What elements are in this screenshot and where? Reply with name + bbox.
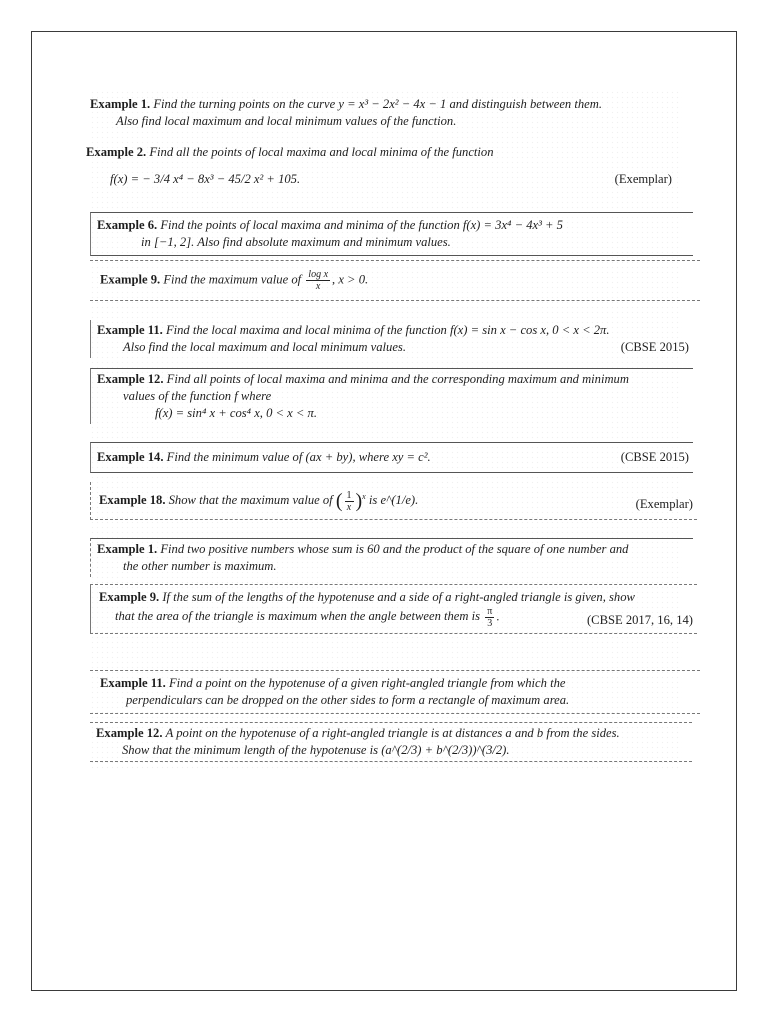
example-block [90, 538, 693, 577]
example-block: Example 9. If the sum of the lengths of the hypotenuse and a side of a right-angled triangle is given, show that the area of the triangle is maximum when the angle between them is $\frac{\pi}{3}$ . (CBSE 2017, 16, 14) [90, 584, 697, 634]
example-text: the other number is maximum. [123, 559, 277, 573]
example-text: Find the local maxima and local minima of the function f(x) = sin x − cos x, 0 < x < 2π. [165, 323, 610, 337]
source-tag: (CBSE 2015) [620, 450, 689, 464]
example-label: Example 11. [97, 323, 163, 337]
example-block [86, 144, 676, 188]
example-text: Find a point on the hypotenuse of a given right-angled triangle from which the [168, 676, 566, 690]
example-text: A point on the hypotenuse of a right-angled triangle is at distances a and b from the sides. [165, 726, 620, 740]
example-block [90, 368, 693, 424]
example-text: Find the maximum value of [163, 272, 302, 287]
example-block [90, 320, 693, 358]
example-text: Also find the local maximum and local minimum values. [123, 340, 406, 354]
fraction: $\frac{\pi}{3}$ [487, 606, 493, 629]
example-text: perpendiculars can be dropped on the other sides to form a rectangle of maximum area. [126, 693, 570, 707]
example-text: If the sum of the lengths of the hypotenuse and a side of a right-angled triangle is given, show [162, 590, 635, 604]
example-block [90, 722, 692, 762]
example-block [90, 670, 700, 714]
example-text: Also find local maximum and local minimum values of the function. [116, 114, 457, 128]
example-block [90, 212, 693, 256]
example-label: Example 9. [100, 272, 161, 287]
example-label: Example 12. [96, 726, 163, 740]
example-text: Find all points of local maxima and minima and the corresponding maximum and minimum [166, 372, 629, 386]
example-label: Example 11. [100, 676, 166, 690]
example-text: in [−1, 2]. Also find absolute maximum and minimum values. [141, 235, 451, 249]
example-label: Example 6. [97, 218, 158, 232]
example-text: Find all the points of local maxima and local minima of the function [149, 145, 494, 159]
example-block [90, 442, 693, 473]
example-label: Example 9. [99, 590, 160, 604]
example-label: Example 2. [86, 145, 147, 159]
example-label: Example 12. [97, 372, 164, 386]
example-text: Show that the minimum length of the hypotenuse is (a^(2/3) + b^(2/3))^(3/2). [122, 743, 510, 757]
example-label: Example 14. [97, 450, 164, 464]
example-text: values of the function f where [123, 389, 272, 403]
example-text: Find the minimum value of (ax + by), where xy = c². [166, 450, 431, 464]
example-text: Show that the maximum value of [168, 493, 333, 508]
example-text: Find the points of local maxima and minima of the function f(x) = 3x⁴ − 4x³ + 5 [160, 218, 563, 232]
example-text: f(x) = sin⁴ x + cos⁴ x, 0 < x < π. [155, 406, 318, 420]
scanned-page [86, 90, 693, 770]
example-text: Find the turning points on the curve y = x³ − 2x² − 4x − 1 and distinguish between them. [153, 97, 602, 111]
scan-noise [90, 90, 682, 770]
example-text: , x > 0. [332, 272, 369, 287]
source-tag: (Exemplar) [635, 497, 693, 511]
formula: f(x) = − 3/4 x⁴ − 8x³ − 45/2 x² + 105. [110, 172, 301, 186]
example-text: Find two positive numbers whose sum is 60 and the product of the square of one number and [160, 542, 629, 556]
example-block: Example 18. Show that the maximum value of ( $\frac{1}{x}$ )$^x$ is e^(1/e). (Exemplar) [90, 482, 697, 520]
source-tag: (CBSE 2015) [620, 340, 689, 354]
example-label: Example 18. [99, 493, 166, 508]
example-text: that the area of the triangle is maximum when the angle between them is [115, 609, 481, 624]
source-tag: (Exemplar) [614, 172, 672, 186]
example-text: is e^(1/e). [368, 493, 419, 508]
fraction: $\frac{\text{log x}}{x}$ [308, 269, 329, 292]
source-tag: (CBSE 2017, 16, 14) [586, 613, 693, 627]
example-label: Example 1. [97, 542, 158, 556]
example-block [90, 96, 680, 130]
example-label: Example 1. [90, 97, 151, 111]
example-block [90, 260, 700, 301]
fraction: $\frac{1}{x}$ [346, 489, 352, 513]
